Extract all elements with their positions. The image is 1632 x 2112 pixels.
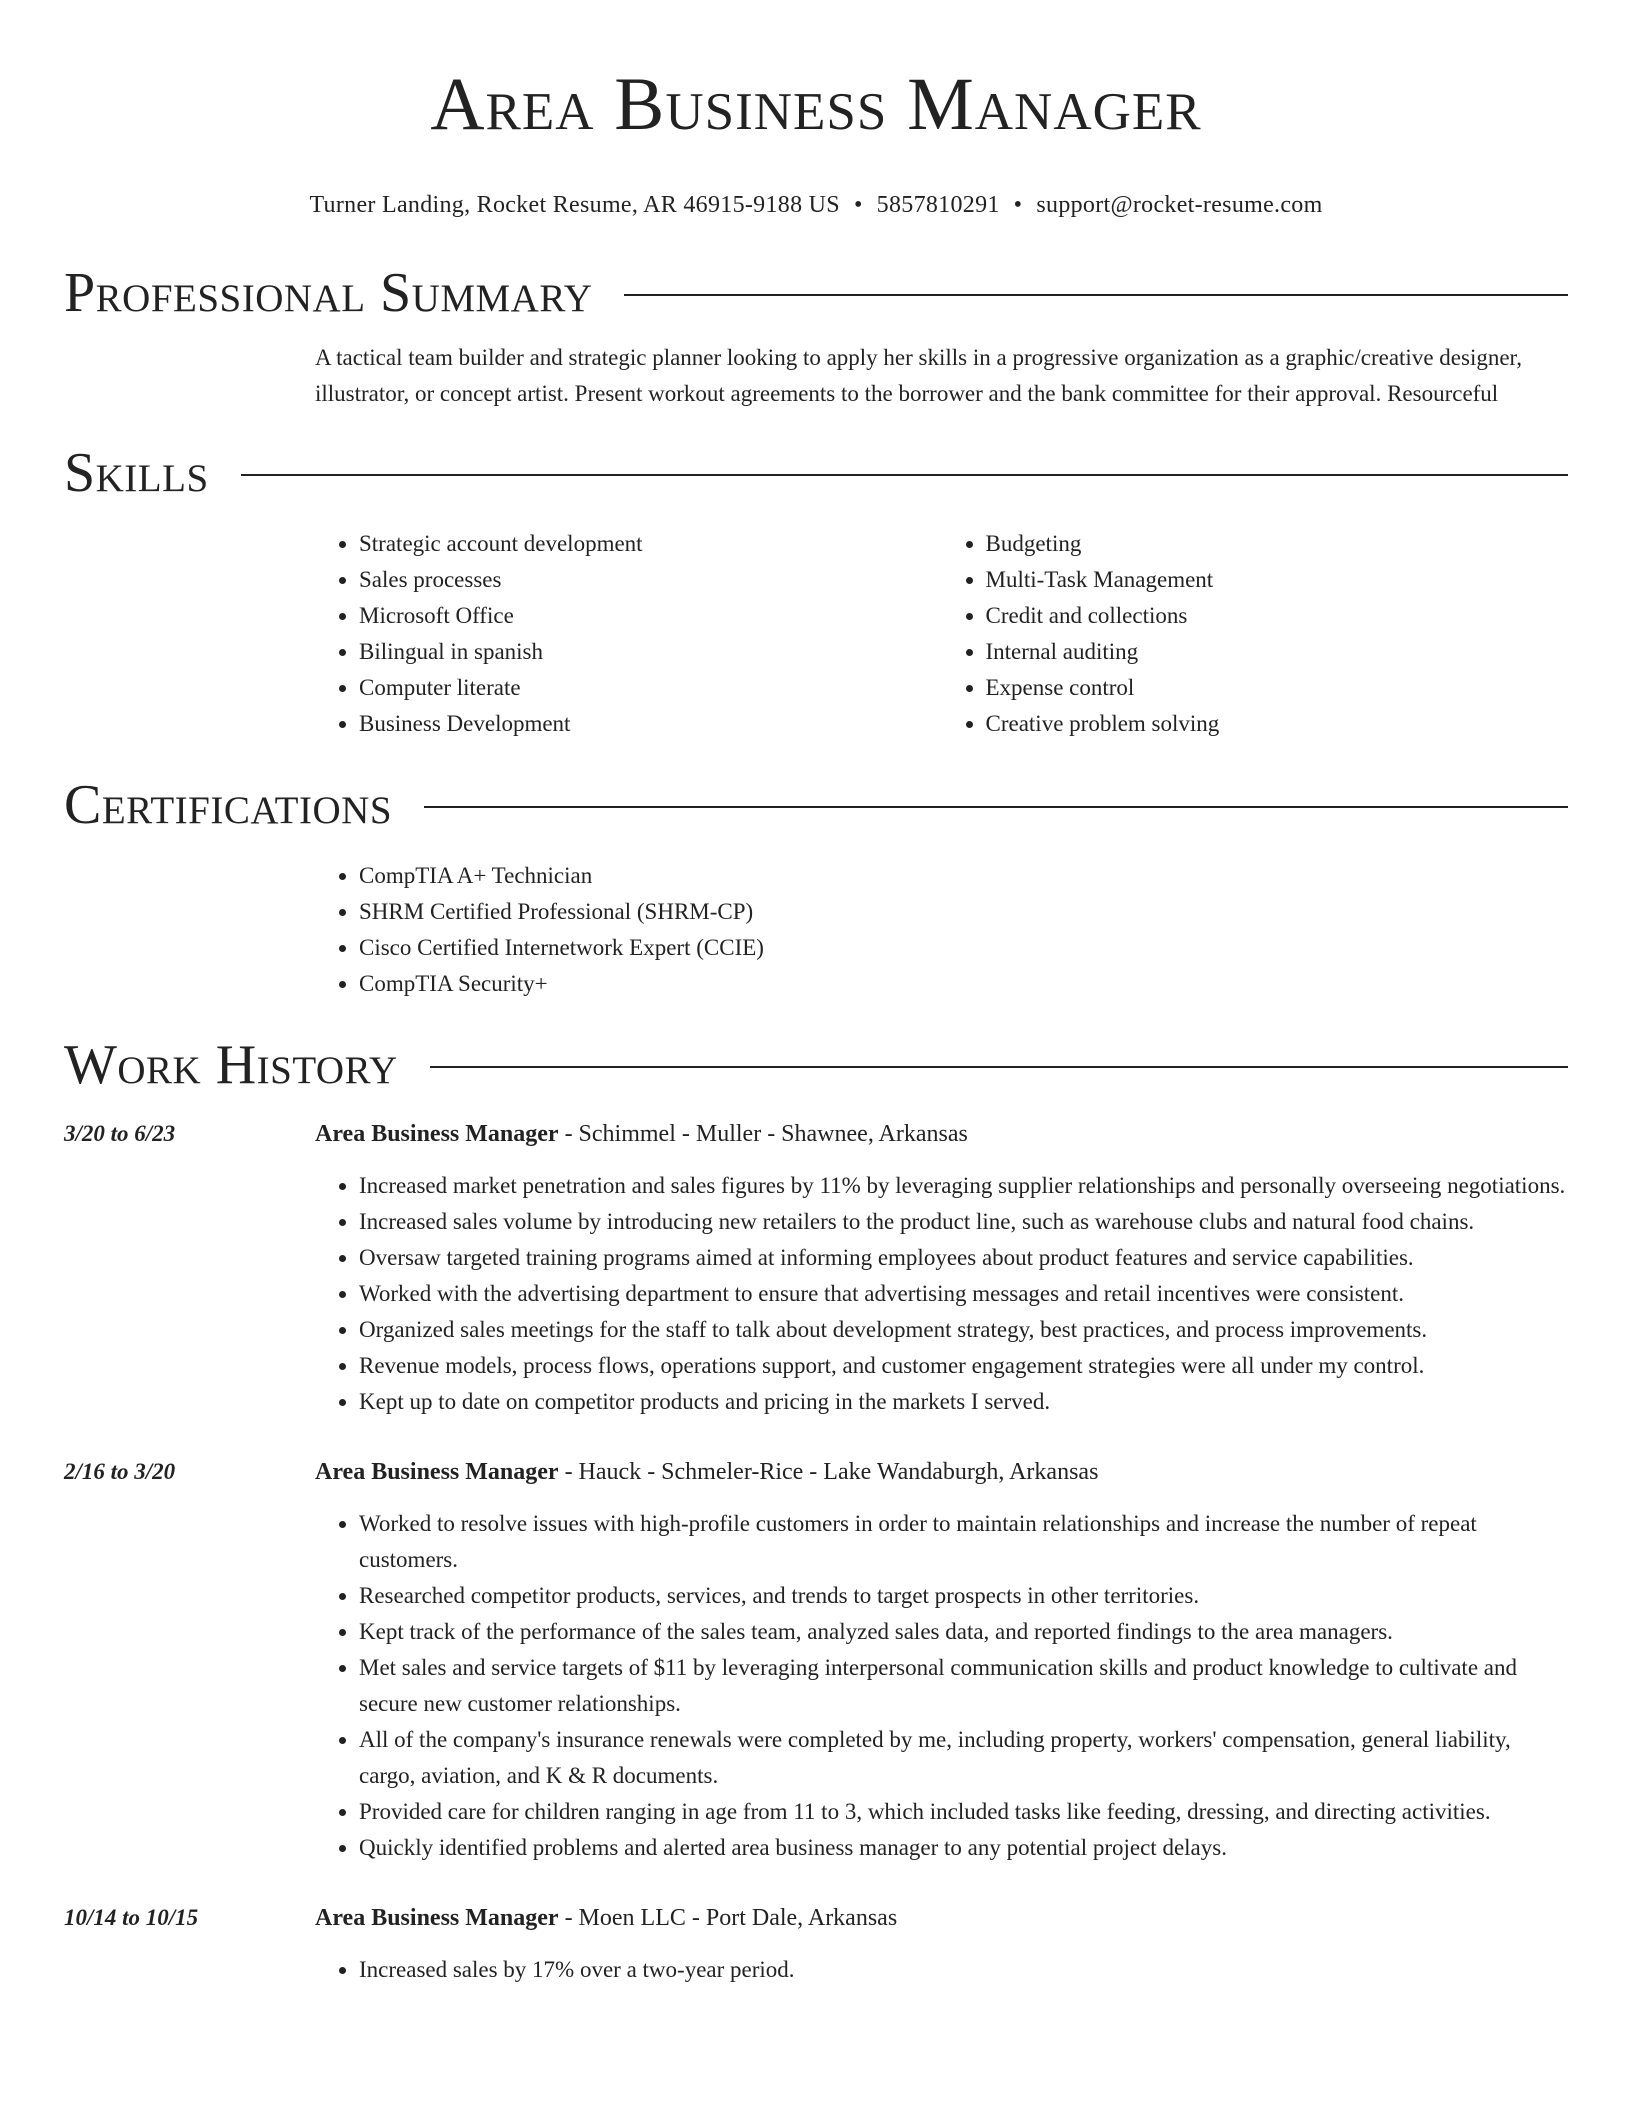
skill-item: • Strategic account development [359,526,942,562]
job-heading [315,1116,1568,1152]
skill-item: • Internal auditing [986,634,1569,670]
job-bullet: • Revenue models, process flows, operations support, and customer engagement strategies were all under my control. [359,1348,1568,1384]
job-title: Area Business Manager [315,1905,559,1931]
skill-item: • Multi-Task Management [986,562,1569,598]
job-bullets [315,1168,1568,1420]
job-bullet: • Quickly identified problems and alerted area business manager to any potential project delays. [359,1830,1568,1866]
contact-phone: 5857810291 [876,192,1000,218]
job-entry [64,1454,1568,1866]
skills-list [315,526,1568,742]
skill-item: • Expense control [986,670,1569,706]
section-divider [624,294,1568,296]
section-divider [424,806,1568,808]
job-bullet: • Increased sales volume by introducing new retailers to the product line, such as warehouse clubs and natural food chains. [359,1204,1568,1240]
skill-item: • Budgeting [986,526,1569,562]
job-bullet: • All of the company's insurance renewals were completed by me, including property, workers' compensation, general liability, cargo, aviation, and K & R documents. [359,1722,1568,1794]
job-body [315,1900,1568,1988]
work-section-header [64,1032,1568,1098]
certifications-list [315,858,1568,1002]
certification-item: • CompTIA Security+ [359,966,1568,1002]
job-bullet: • Increased market penetration and sales figures by 11% by leveraging supplier relationships and personally overseeing negotiations. [359,1168,1568,1204]
job-dates: 3/20 to 6/23 [64,1121,176,1146]
job-details: - Moen LLC - Port Dale, Arkansas [558,1905,898,1931]
skill-item: • Microsoft Office [359,598,942,634]
contact-separator: • [853,192,863,218]
section-divider [430,1066,1568,1068]
job-bullet: • Organized sales meetings for the staff to talk about development strategy, best practices, and process improvements. [359,1312,1568,1348]
summary-section-header [64,260,1568,326]
contact-email: support@rocket-resume.com [1036,192,1323,218]
skill-item: • Business Development [359,706,942,742]
job-title: Area Business Manager [315,1459,559,1485]
certification-item: • SHRM Certified Professional (SHRM-CP) [359,894,1568,930]
skills-section-header [64,440,1568,506]
job-bullet: • Worked with the advertising department to ensure that advertising messages and retail incentives were consistent. [359,1276,1568,1312]
job-title: Area Business Manager [315,1121,559,1147]
job-bullet: • Increased sales by 17% over a two-year period. [359,1952,1568,1988]
job-bullet: • Oversaw targeted training programs aimed at informing employees about product features and service capabilities. [359,1240,1568,1276]
job-entry [64,1116,1568,1420]
job-dates: 2/16 to 3/20 [64,1459,176,1484]
job-bullet: • Kept track of the performance of the sales team, analyzed sales data, and reported findings to the area managers. [359,1614,1568,1650]
skills-column-right [942,526,1569,742]
job-bullet: • Met sales and service targets of $11 by leveraging interpersonal communication skills and product knowledge to cultivate and secure new customer relationships. [359,1650,1568,1722]
job-bullet: • Worked to resolve issues with high-profile customers in order to maintain relationships and increase the number of repeat customers. [359,1506,1568,1578]
job-bullet: • Kept up to date on competitor products and pricing in the markets I served. [359,1384,1568,1420]
skill-item: • Credit and collections [986,598,1569,634]
job-dates: 10/14 to 10/15 [64,1905,199,1930]
skill-item: • Bilingual in spanish [359,634,942,670]
contact-separator: • [1013,192,1023,218]
section-divider [241,474,1568,476]
job-body [315,1454,1568,1866]
job-body [315,1116,1568,1420]
skill-item: • Creative problem solving [986,706,1569,742]
certification-item: • CompTIA A+ Technician [359,858,1568,894]
job-details: - Schimmel - Muller - Shawnee, Arkansas [558,1121,968,1147]
job-entry [64,1900,1568,1988]
certifications-bullets [315,858,1568,1002]
summary-text: A tactical team builder and strategic planner looking to apply her skills in a progressive organization as a graphic/creative designer, illustrator, or concept artist. Present workout agreements to the borrower and the bank committee for their approval. Resourceful [315,345,1523,406]
skills-section-title: Skills [64,442,209,504]
contact-line [64,190,1568,220]
certifications-section-title: Certifications [64,774,393,836]
skills-column-left [315,526,942,742]
job-details: - Hauck - Schmeler-Rice - Lake Wandaburgh, Arkansas [558,1459,1099,1485]
skill-item: • Computer literate [359,670,942,706]
certification-item: • Cisco Certified Internetwork Expert (CCIE) [359,930,1568,966]
job-heading [315,1454,1568,1490]
certifications-section-header [64,772,1568,838]
candidate-name: Area Business Manager [430,63,1202,146]
work-section-title: Work History [64,1034,398,1096]
skill-item: • Sales processes [359,562,942,598]
job-bullets [315,1506,1568,1866]
job-bullet: • Provided care for children ranging in age from 11 to 3, which included tasks like feeding, dressing, and directing activities. [359,1794,1568,1830]
contact-address: Turner Landing, Rocket Resume, AR 46915-9188 US [309,192,840,218]
job-bullet: • Researched competitor products, services, and trends to target prospects in other territories. [359,1578,1568,1614]
job-bullets [315,1952,1568,1988]
job-heading [315,1900,1568,1936]
summary-section-title: Professional Summary [64,262,593,324]
